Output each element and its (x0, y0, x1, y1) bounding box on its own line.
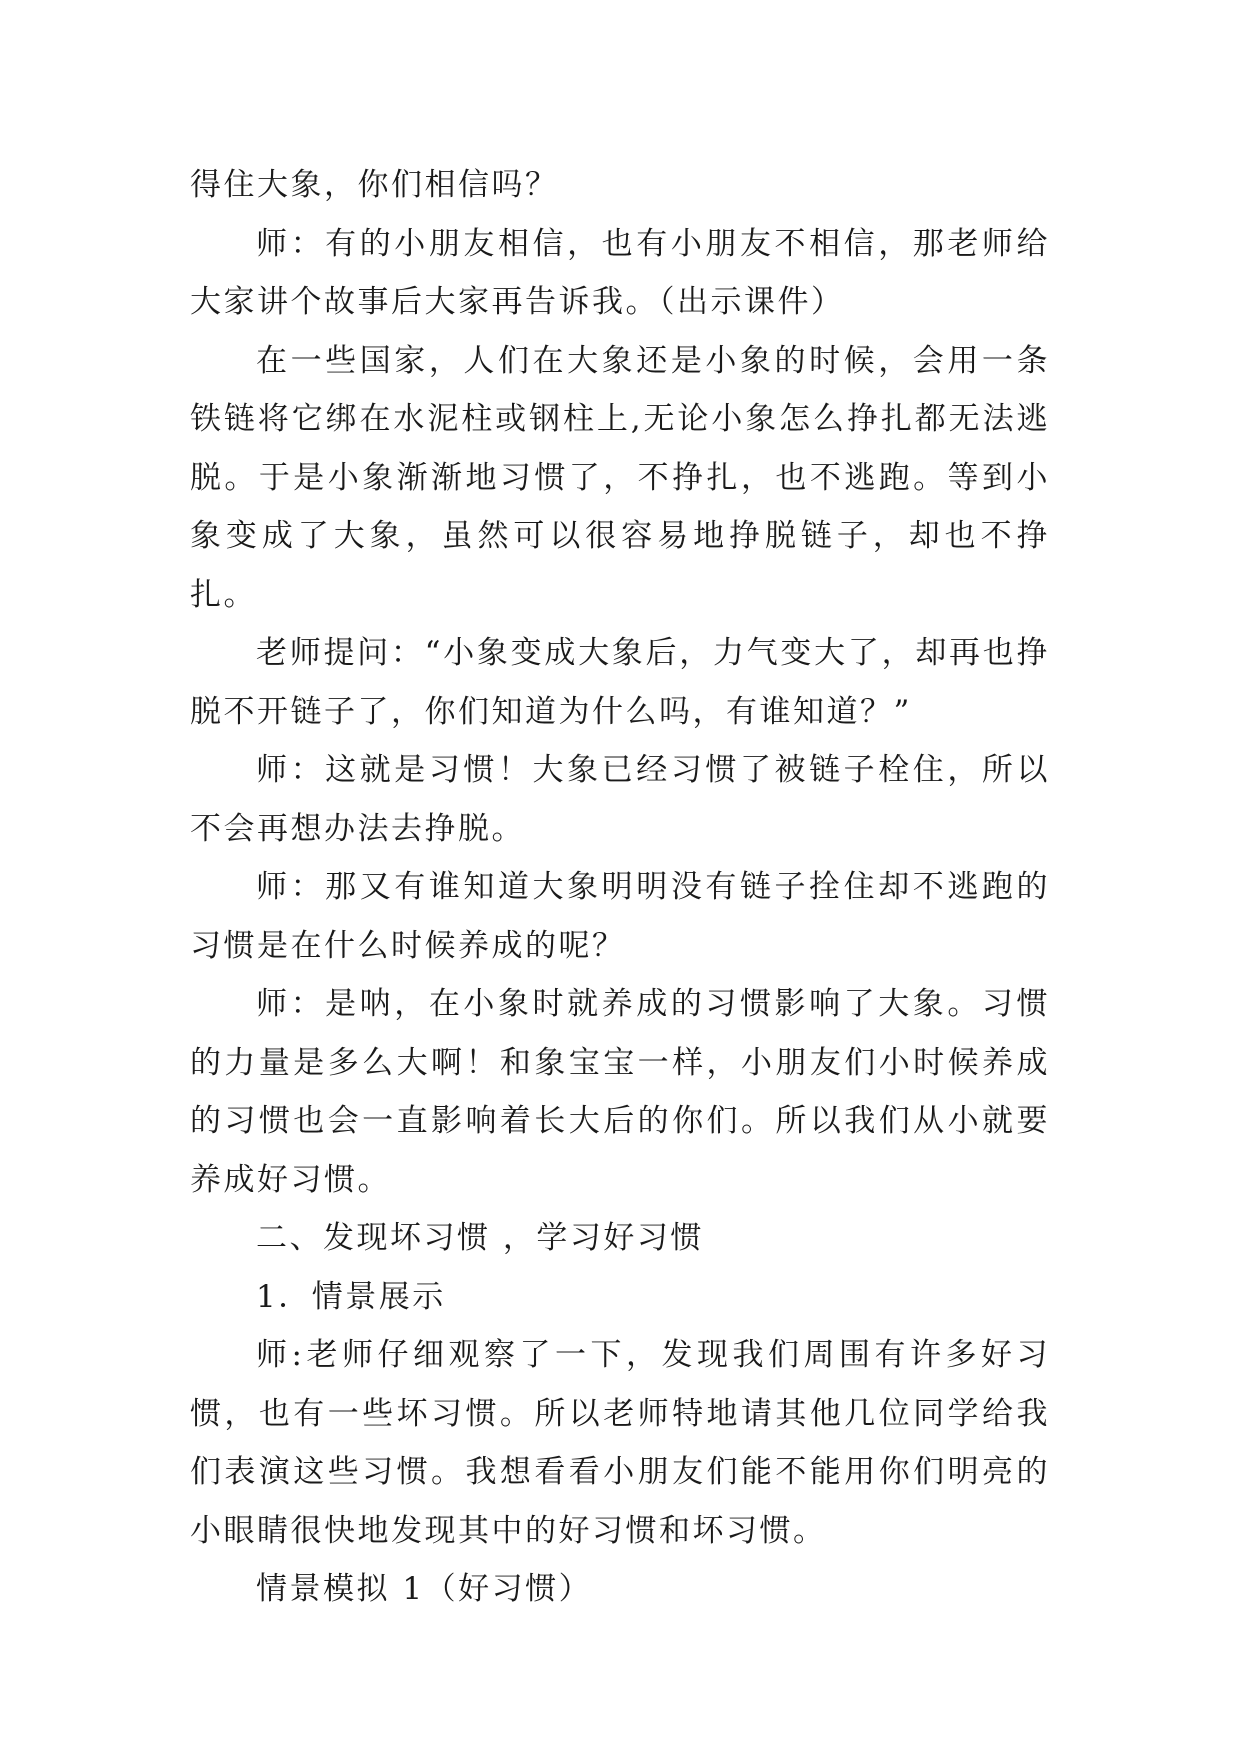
subsection-heading: 1．情景展示 (256, 1278, 446, 1315)
paragraph-teacher-question: 老师提问：“小象变成大象后，力气变大了，却再也挣脱不开链子了，你们知道为什么吗，有谁知道？” (190, 635, 1050, 730)
paragraph-habit-question: 师：那又有谁知道大象明明没有链子拴住却不逃跑的习惯是在什么时候养成的呢？ (190, 869, 1050, 964)
paragraph-scene-intro: 师:老师仔细观察了一下，发现我们周围有许多好习惯，也有一些坏习惯。所以老师特地请其他几位同学给我们表演这些习惯。我想看看小朋友们能不能用你们明亮的小眼睛很快地发现其中的好习惯和坏习惯。 (190, 1337, 1050, 1549)
paragraph-elephant-story: 在一些国家，人们在大象还是小象的时候，会用一条铁链将它绑在水泥柱或钢柱上,无论小象怎么挣扎都无法逃脱。于是小象渐渐地习惯了，不挣扎，也不逃跑。等到小象变成了大象，虽然可以很容易地挣脱链子，却也不挣扎。 (190, 342, 1050, 613)
paragraph-habit-explanation: 师：这就是习惯！大象已经习惯了被链子栓住，所以不会再想办法去挣脱。 (190, 752, 1050, 847)
document-body (190, 156, 1050, 1619)
paragraph-teacher-story-intro: 师：有的小朋友相信，也有小朋友不相信，那老师给大家讲个故事后大家再告诉我。（出示课件） (190, 225, 1050, 320)
section-heading: 二、发现坏习惯 ，学习好习惯 (256, 1220, 704, 1256)
paragraph-continuation: 得住大象，你们相信吗？ (190, 167, 559, 203)
scene-label: 情景模拟 1（好习惯） (256, 1571, 593, 1607)
paragraph-habit-power: 师：是呐，在小象时就养成的习惯影响了大象。习惯的力量是多么大啊！和象宝宝一样，小朋友们小时候养成的习惯也会一直影响着长大后的你们。所以我们从小就要养成好习惯。 (190, 986, 1050, 1198)
